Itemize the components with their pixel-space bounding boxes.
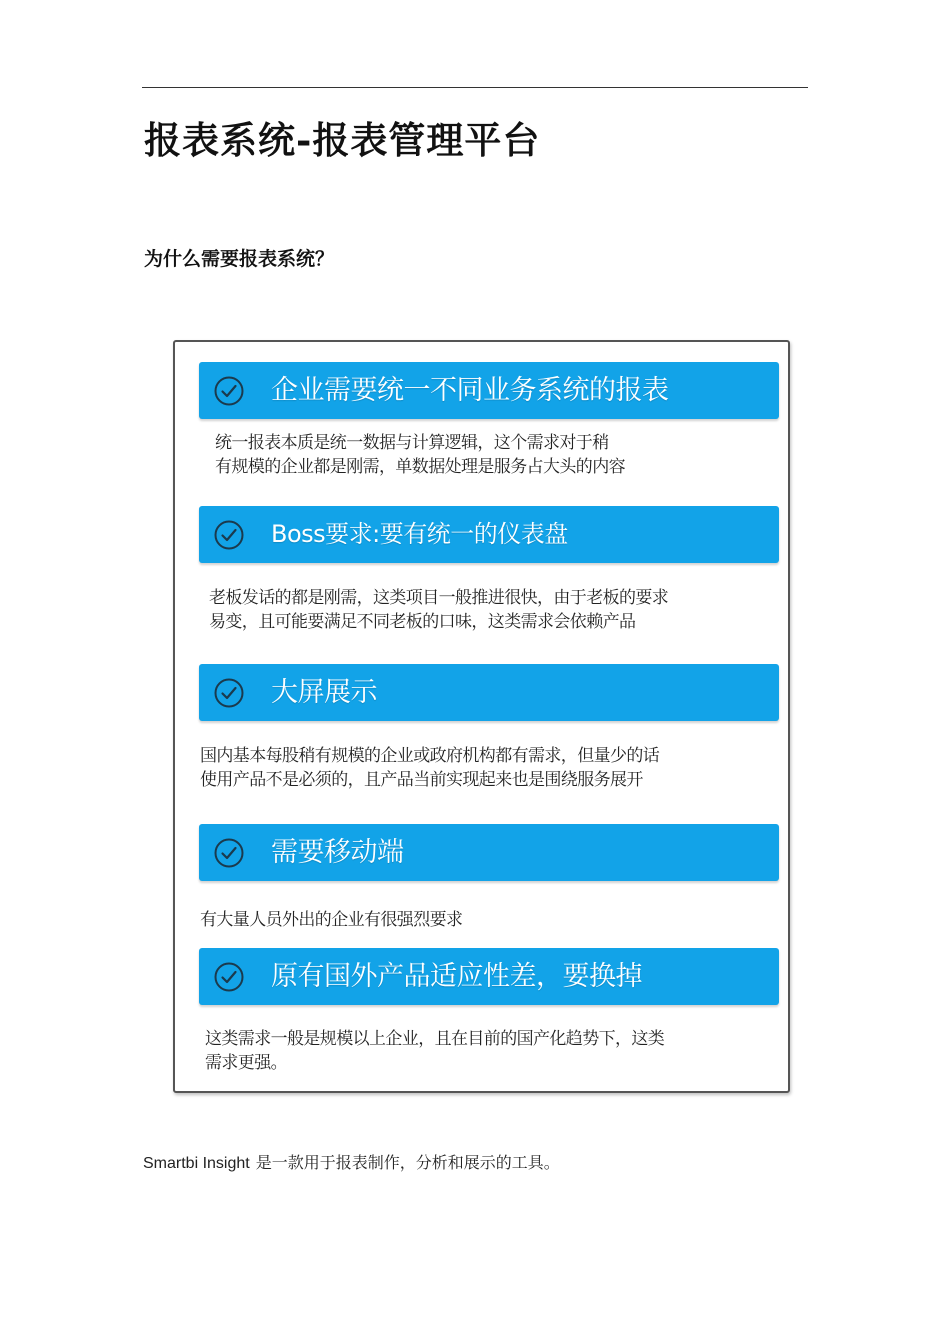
- reason-description-1: [215, 431, 625, 479]
- reason-banner-4: [199, 824, 779, 881]
- section-heading: 为什么需要报表系统？: [144, 248, 335, 270]
- check-circle-icon: [213, 677, 245, 709]
- product-description: 是一款用于报表制作，分析和展示的工具。: [255, 1153, 560, 1172]
- footer-paragraph: [143, 1150, 560, 1177]
- reason-description-4: [200, 908, 462, 932]
- reason-heading: 企业需要统一不同业务系统的报表: [271, 375, 669, 406]
- reason-banner-2: [199, 506, 779, 563]
- product-name: Smartbi Insight: [143, 1155, 250, 1172]
- page-title: 报表系统-报表管理平台: [144, 118, 541, 162]
- reason-banner-3: [199, 664, 779, 721]
- description-line: 老板发话的都是刚需，这类项目一般推进很快，由于老板的要求: [209, 588, 669, 608]
- check-circle-icon: [213, 519, 245, 551]
- description-line: 这类需求一般是规模以上企业，且在目前的国产化趋势下，这类: [205, 1029, 665, 1049]
- description-line: 易变，且可能要满足不同老板的口味，这类需求会依赖产品: [209, 612, 636, 632]
- description-line: 使用产品不是必须的，且产品当前实现起来也是围绕服务展开: [200, 770, 643, 790]
- description-line: 有大量人员外出的企业有很强烈要求: [200, 910, 463, 930]
- reason-heading: 大屏展示: [271, 677, 377, 708]
- header-rule: [142, 87, 808, 88]
- reason-description-5: [205, 1027, 664, 1075]
- description-line: 需求更强。: [205, 1053, 287, 1073]
- reason-description-3: [200, 744, 659, 792]
- description-line: 统一报表本质是统一数据与计算逻辑，这个需求对于稍: [215, 433, 609, 453]
- reason-heading: 需要移动端: [271, 837, 404, 868]
- reason-heading: Boss要求:要有统一的仪表盘: [271, 520, 568, 548]
- reason-banner-5: [199, 948, 779, 1005]
- reason-heading: 原有国外产品适应性差，要换掉: [271, 961, 642, 992]
- reason-description-2: [209, 586, 668, 634]
- check-circle-icon: [213, 375, 245, 407]
- description-line: 国内基本每股稍有规模的企业或政府机构都有需求，但量少的话: [200, 746, 660, 766]
- check-circle-icon: [213, 837, 245, 869]
- reasons-figure: [173, 340, 790, 1093]
- check-circle-icon: [213, 961, 245, 993]
- description-line: 有规模的企业都是刚需，单数据处理是服务占大头的内容: [215, 457, 625, 477]
- reason-banner-1: [199, 362, 779, 419]
